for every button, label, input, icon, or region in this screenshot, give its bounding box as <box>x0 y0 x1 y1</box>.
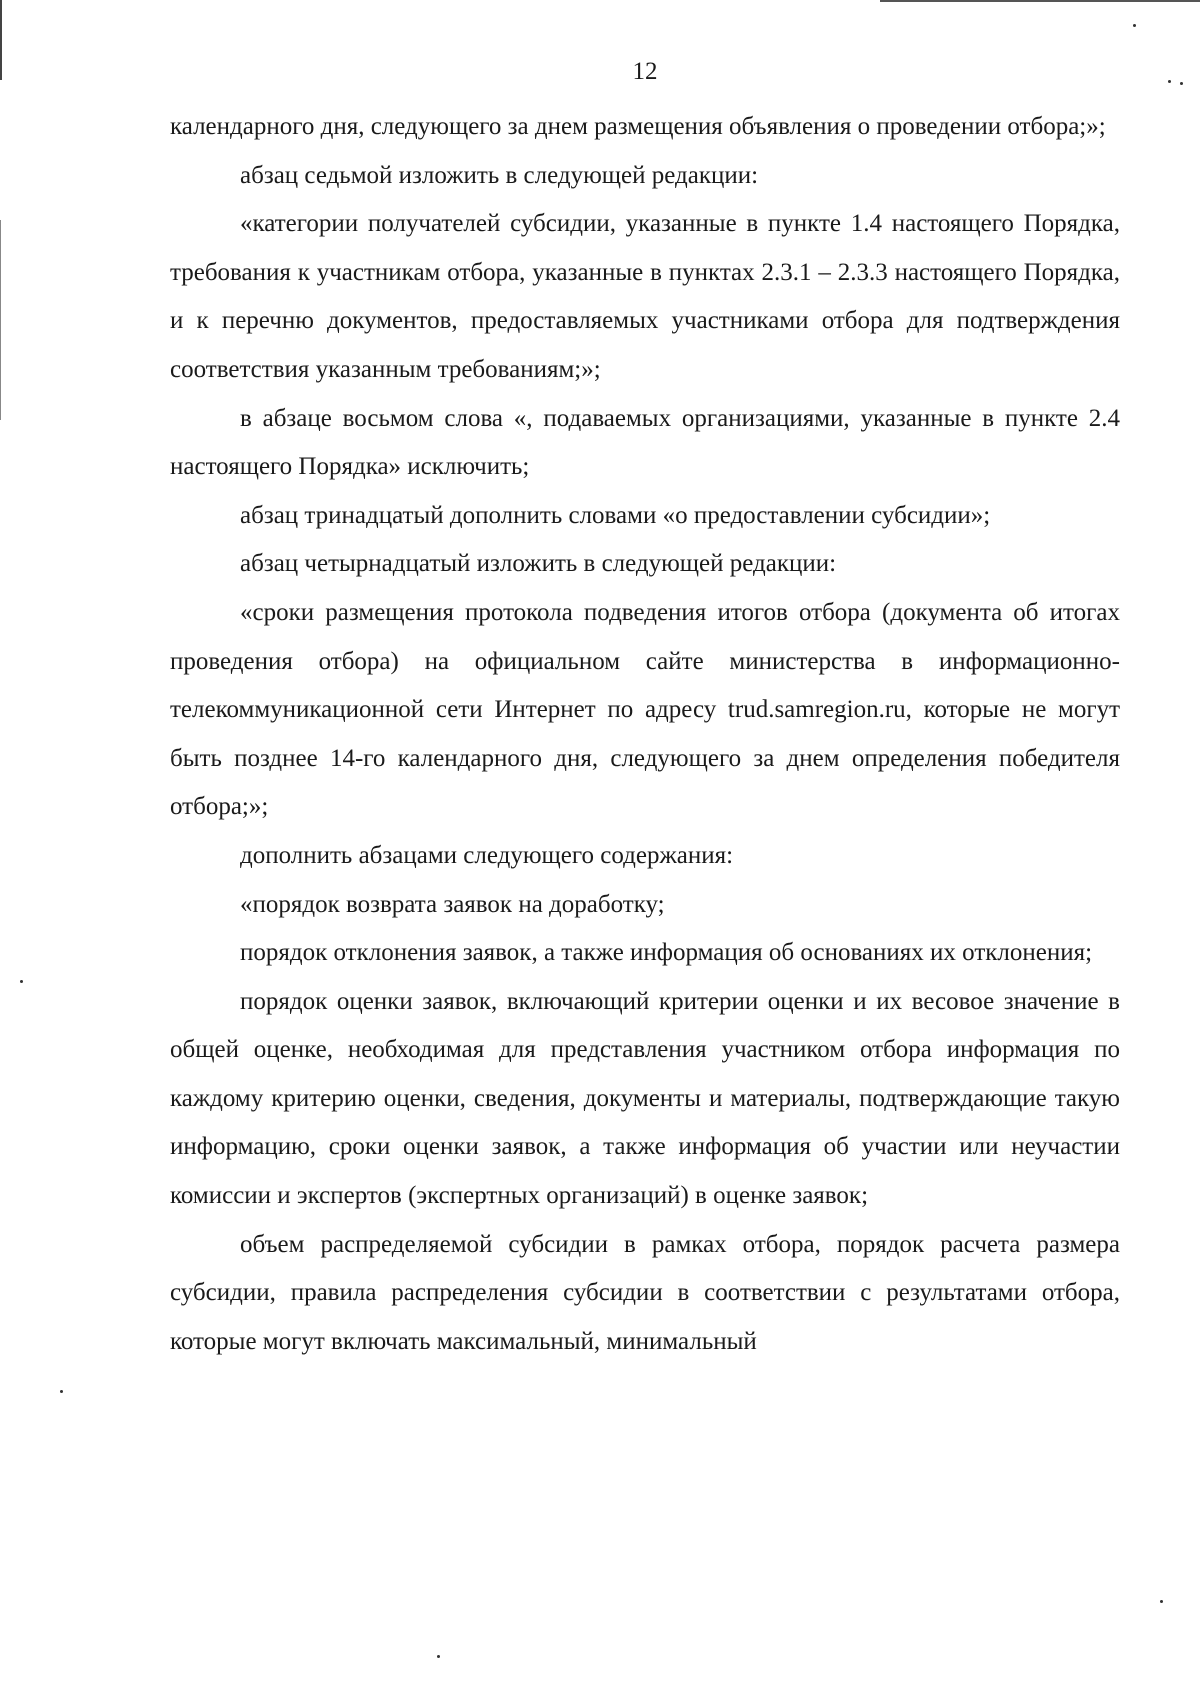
scan-speck <box>20 980 23 983</box>
paragraph: «порядок возврата заявок на доработку; <box>240 890 665 918</box>
scan-edge-line <box>0 220 1 420</box>
scan-speck <box>1133 24 1136 27</box>
paragraph: в абзаце восьмом слова «, подаваемых организациями, указанные в пункте 2.4 настоящего Порядка» исключить; <box>170 404 1120 481</box>
scan-speck <box>1160 1600 1163 1603</box>
paragraph: абзац седьмой изложить в следующей редакции: <box>240 161 759 189</box>
scan-speck <box>60 1390 63 1393</box>
paragraph: «сроки размещения протокола подведения итогов отбора (документа об итогах проведения отбора) на официальном сайте министерства в информационно-телекоммуникационной сети Интернет по адресу trud.samregion.ru, которые не могут быть позднее 14-го календарного дня, следующего за днем определения победителя отбора;»; <box>170 598 1120 821</box>
paragraph: порядок оценки заявок, включающий критерии оценки и их весовое значение в общей оценке, необходимая для представления участником отбора информация по каждому критерию оценки, сведения, документы и материалы, подтверждающие такую информацию, сроки оценки заявок, а также информация об участии или неучастии комиссии и экспертов (экспертных организаций) в оценке заявок; <box>170 987 1120 1210</box>
scan-speck <box>1180 82 1183 85</box>
paragraph: дополнить абзацами следующего содержания: <box>240 841 734 869</box>
paragraph: порядок отклонения заявок, а также информация об основаниях их отклонения; <box>240 939 1093 967</box>
scan-edge-line <box>880 0 1200 2</box>
document-body <box>170 103 1120 1366</box>
paragraph: абзац четырнадцатый изложить в следующей редакции: <box>240 550 837 578</box>
paragraph: календарного дня, следующего за днем размещения объявления о проведении отбора;»; <box>170 113 1106 140</box>
paragraph: объем распределяемой субсидии в рамках отбора, порядок расчета размера субсидии, правила распределения субсидии в соответствии с результатами отбора, которые могут включать максимальный, минимальный <box>170 1230 1120 1355</box>
paragraph: абзац тринадцатый дополнить словами «о предоставлении субсидии»; <box>240 501 991 529</box>
page-number: 12 <box>632 58 658 85</box>
paragraph: «категории получателей субсидии, указанные в пункте 1.4 настоящего Порядка, требования к участникам отбора, указанные в пунктах 2.3.1 – 2.3.3 настоящего Порядка, и к перечню документов, предоставляемых участниками отбора для подтверждения соответствия указанным требованиям;»; <box>170 210 1120 383</box>
scan-speck <box>437 1655 440 1658</box>
scan-speck <box>1168 80 1171 83</box>
